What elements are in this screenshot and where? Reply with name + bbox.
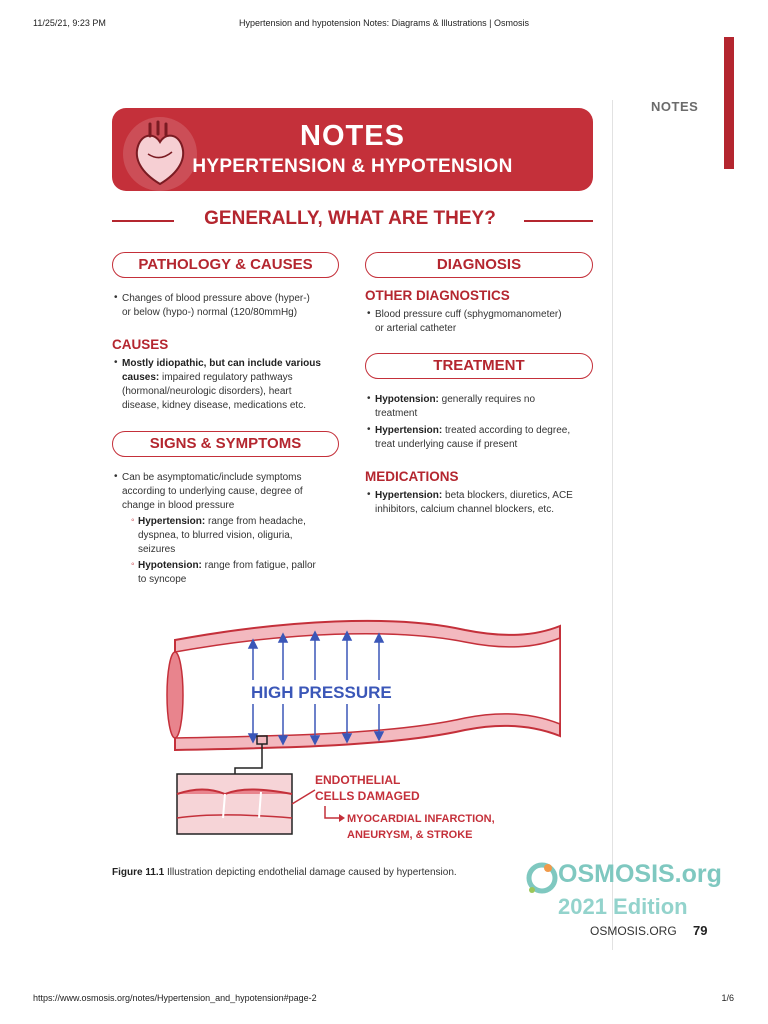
scroll-indicator[interactable]: [724, 37, 734, 169]
sub-bullet-icon: ◦: [131, 515, 135, 526]
print-title: Hypertension and hypotension Notes: Diagrams & Illustrations | Osmosis: [239, 18, 529, 28]
sidebar-divider: [612, 100, 613, 950]
outcome-label-1: MYOCARDIAL INFARCTION,: [347, 813, 495, 825]
print-footer: [0, 993, 768, 1007]
pathology-heading: PATHOLOGY & CAUSES: [112, 252, 339, 278]
outcome-label-2: ANEURYSM, & STROKE: [347, 829, 473, 841]
notes-banner: [112, 108, 593, 191]
heading-rule-left: [112, 220, 174, 222]
bullet-icon: •: [367, 489, 371, 500]
bullet-icon: •: [367, 424, 371, 435]
diagnostics-text: Blood pressure cuff (sphygmomanometer) or arterial catheter: [375, 309, 562, 334]
treatment-hypertension: Hypertension: treated according to degree, treat underlying cause if present: [375, 425, 571, 450]
banner-subtitle: HYPERTENSION & HYPOTENSION: [192, 156, 513, 177]
causes-text: Mostly idiopathic, but can include various causes: impaired regulatory pathways (hormonal/neurologic disorders), heart disease, kidney disease, medications etc.: [122, 358, 321, 411]
osmosis-logo: [522, 858, 722, 924]
pathology-text: Changes of blood pressure above (hyper-) or below (hypo-) normal (120/80mmHg): [122, 293, 310, 318]
print-header: [0, 18, 768, 32]
causes-heading: CAUSES: [112, 337, 169, 352]
signs-hypotension: Hypotension: range from fatigue, pallor to syncope: [138, 560, 316, 585]
treatment-hypotension: Hypotension: generally requires no treatment: [375, 394, 536, 419]
print-url[interactable]: https://www.osmosis.org/notes/Hypertension_and_hypotension#page-2: [33, 993, 317, 1003]
footer-site: OSMOSIS.ORG: [590, 924, 677, 938]
blood-vessel-illustration: [165, 618, 565, 858]
medications-heading: MEDICATIONS: [365, 469, 459, 484]
banner-title: NOTES: [300, 120, 405, 152]
heading-rule-right: [524, 220, 593, 222]
signs-text: Can be asymptomatic/include symptoms according to underlying cause, degree of change in blood pressure: [122, 472, 303, 511]
figure-caption: Figure 11.1 Illustration depicting endothelial damage caused by hypertension.: [112, 867, 457, 878]
endothelial-label: ENDOTHELIAL: [315, 773, 401, 787]
logo-edition: 2021 Edition: [558, 894, 688, 919]
bullet-icon: •: [114, 471, 118, 482]
page-number: 79: [693, 923, 708, 938]
cells-damaged-label: CELLS DAMAGED: [315, 789, 420, 803]
bullet-icon: •: [367, 308, 371, 319]
print-datetime: 11/25/21, 9:23 PM: [33, 18, 106, 28]
other-diagnostics-heading: OTHER DIAGNOSTICS: [365, 288, 510, 303]
sub-bullet-icon: ◦: [131, 559, 135, 570]
signs-heading: SIGNS & SYMPTOMS: [112, 431, 339, 457]
diagnosis-heading: DIAGNOSIS: [365, 252, 593, 278]
bullet-icon: •: [114, 292, 118, 303]
bullet-icon: •: [114, 357, 118, 368]
signs-hypertension: Hypertension: range from headache, dyspnea, to blurred vision, oliguria, seizures: [138, 516, 306, 555]
print-page-count: 1/6: [721, 993, 734, 1003]
logo-name: OSMOSIS.org: [558, 860, 722, 888]
medications-text: Hypertension: beta blockers, diuretics, ACE inhibitors, calcium channel blockers, etc.: [375, 490, 573, 515]
osmosis-logo-icon: [526, 860, 558, 920]
section-heading: GENERALLY, WHAT ARE THEY?: [204, 208, 496, 229]
sidebar-notes-label: NOTES: [651, 99, 699, 114]
high-pressure-label: HIGH PRESSURE: [251, 683, 392, 702]
bullet-icon: •: [367, 393, 371, 404]
treatment-heading: TREATMENT: [365, 353, 593, 379]
